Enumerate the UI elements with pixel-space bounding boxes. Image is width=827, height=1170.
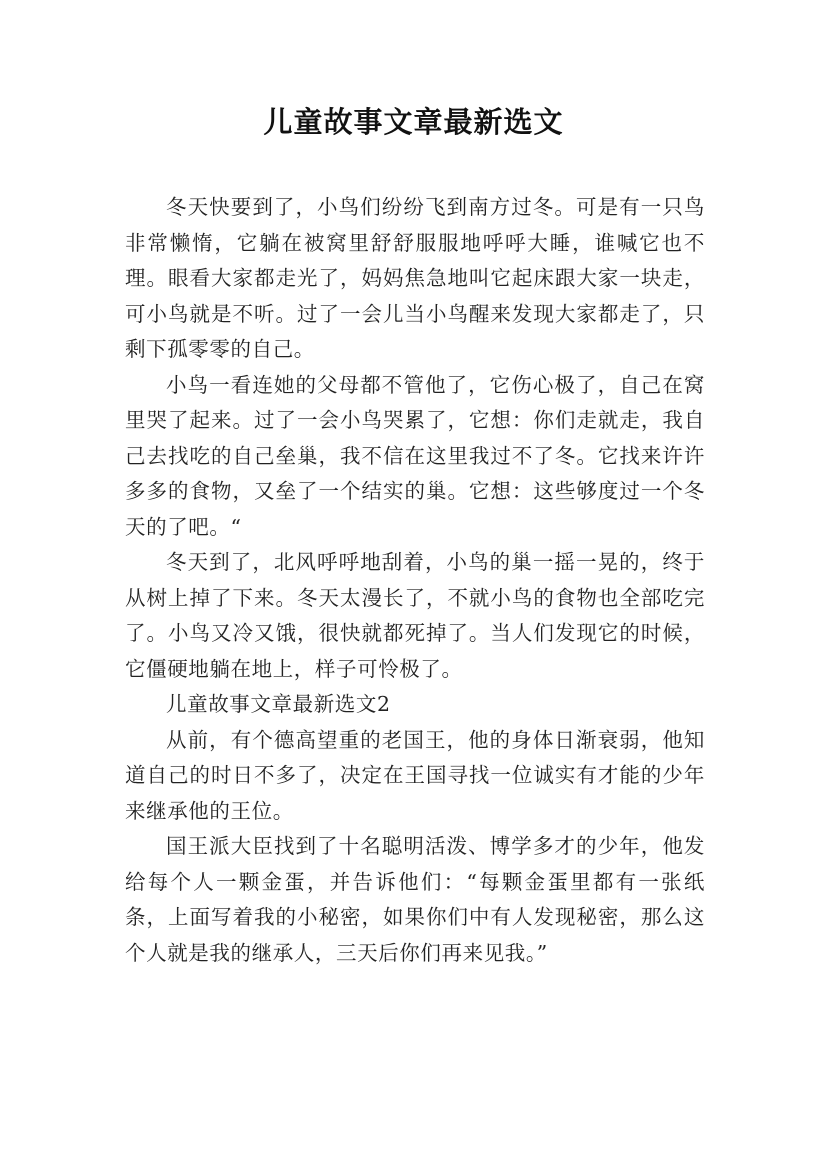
paragraph-5: 国王派大臣找到了十名聪明活泼、博学多才的少年，他发给每个人一颗金蛋，并告诉他们：“每颗金蛋里都有一张纸条，上面写着我的小秘密，如果你们中有人发现秘密，那么这个人就是我的继承人，三天后你们再来见我。”: [125, 834, 705, 965]
paragraph-3: 冬天到了，北风呼呼地刮着，小鸟的巢一摇一晃的，终于从树上掉了下来。冬天太漫长了，不就小鸟的食物也全部吃完了。小鸟又冷又饿，很快就都死掉了。当人们发现它的时候，它僵硬地躺在地上，样子可怜极了。: [125, 550, 705, 681]
document-body: [125, 190, 705, 971]
paragraph-1: 冬天快要到了，小鸟们纷纷飞到南方过冬。可是有一只鸟非常懒惰，它躺在被窝里舒舒服服地呼呼大睡，谁喊它也不理。眼看大家都走光了，妈妈焦急地叫它起床跟大家一块走，可小鸟就是不听。过了一会儿当小鸟醒来发现大家都走了，只剩下孤零零的自己。: [125, 195, 705, 361]
section-heading-2: 儿童故事文章最新选文2: [166, 692, 391, 716]
paragraph-4: 从前，有个德高望重的老国王，他的身体日渐衰弱，他知道自己的时日不多了，决定在王国寻找一位诚实有才能的少年来继承他的王位。: [125, 727, 705, 823]
paragraph-2: 小鸟一看连她的父母都不管他了，它伤心极了，自己在窝里哭了起来。过了一会小鸟哭累了，它想：你们走就走，我自己去找吃的自己垒巢，我不信在这里我过不了冬。它找来许许多多的食物，又垒了一个结实的巢。它想：这些够度过一个冬天的了吧。“: [125, 372, 705, 539]
document-title: 儿童故事文章最新选文: [263, 105, 564, 139]
